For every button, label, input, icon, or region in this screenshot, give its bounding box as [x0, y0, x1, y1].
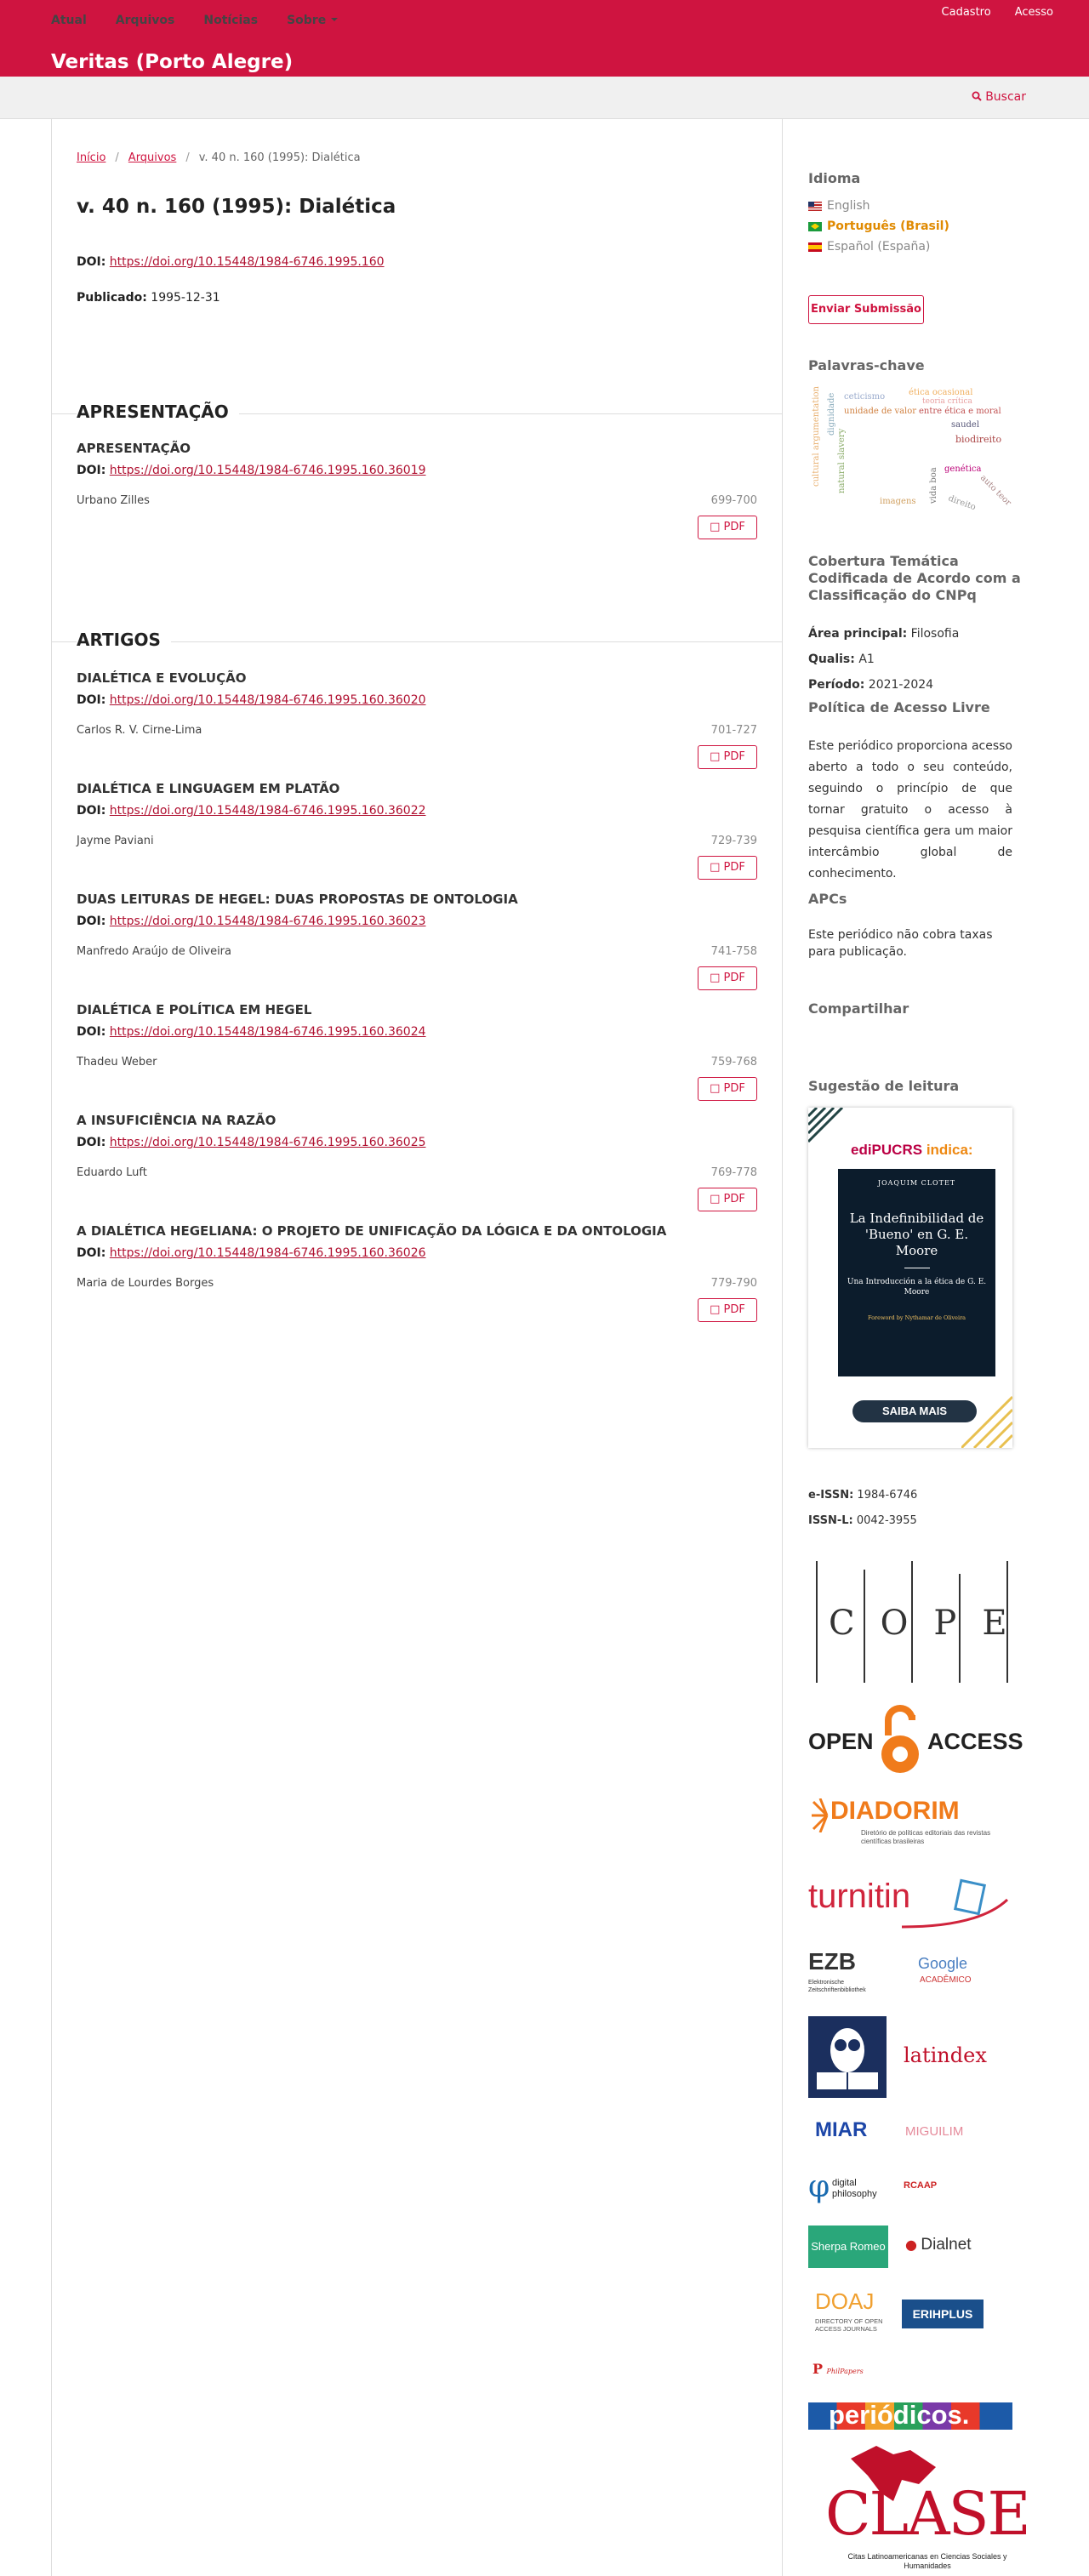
pdf-label: PDF	[723, 1193, 745, 1205]
article-title[interactable]: A DIALÉTICA HEGELIANA: O PROJETO DE UNIFICAÇÃO DA LÓGICA E DA ONTOLOGIA	[77, 1223, 667, 1239]
pdf-button[interactable]	[698, 1188, 757, 1211]
ezb-subtitle: Elektronische Zeitschriftenbibliothek	[808, 1980, 866, 1993]
site-title[interactable]: Veritas (Porto Alegre)	[51, 51, 294, 73]
article-title[interactable]: DIALÉTICA E POLÍTICA EM HEGEL	[77, 1002, 312, 1017]
pdf-button[interactable]	[698, 1077, 757, 1101]
article-pages: 701-727	[710, 724, 757, 737]
svg-text:teoria crítica: teoria crítica	[922, 397, 972, 406]
philpapers-logo[interactable]	[812, 2361, 898, 2381]
nav-news[interactable]: Notícias	[203, 14, 259, 27]
pdf-icon: □	[710, 1303, 721, 1316]
pdf-button[interactable]	[698, 745, 757, 769]
language-label: Español (España)	[827, 240, 931, 254]
keyword[interactable]	[955, 434, 1001, 445]
article-doi-link[interactable]: https://doi.org/10.15448/1984-6746.1995.160.36019	[109, 464, 426, 477]
issnl-value: 0042-3955	[856, 1514, 917, 1527]
article-title[interactable]: DIALÉTICA E EVOLUÇÃO	[77, 670, 247, 686]
pdf-label: PDF	[723, 972, 745, 984]
article-pages: 741-758	[710, 945, 757, 958]
periodicos-text: periódicos.	[829, 2402, 970, 2430]
svg-text:saudel: saudel	[951, 420, 980, 430]
article-author: Thadeu Weber	[77, 1056, 157, 1069]
nav-about-label: Sobre	[287, 14, 327, 27]
book-cover	[838, 1169, 995, 1376]
clase-logo[interactable]	[808, 2442, 1029, 2576]
pdf-icon: □	[710, 1082, 721, 1095]
rcaap-text: RCAAP	[904, 2180, 938, 2191]
padlock-icon	[876, 1701, 924, 1778]
turnitin-swoosh-icon	[808, 1876, 1012, 1935]
user-nav	[942, 6, 1053, 19]
language-label: English	[827, 199, 870, 213]
content-border-left	[51, 119, 52, 2576]
clase-subtitle: Citas Latinoamericanas en Ciencias Sociales y Humanidades	[847, 2552, 1007, 2570]
caret-down-icon	[331, 18, 338, 21]
open-access-right: ACCESS	[927, 1729, 1023, 1754]
cnpq-heading: Cobertura Temática Codificada de Acordo com a Classificação do CNPq	[808, 553, 1021, 603]
keyword-cloud	[808, 385, 1012, 516]
book-foreword: Foreword by Nythamar de Oliveira	[867, 1314, 966, 1321]
keyword[interactable]	[978, 473, 1012, 508]
article-item	[77, 670, 757, 763]
pdf-label: PDF	[723, 1303, 745, 1316]
article-author: Jayme Paviani	[77, 835, 154, 847]
phi-icon: φ	[808, 2169, 830, 2204]
primary-nav	[0, 77, 1089, 119]
library-logo[interactable]	[808, 2016, 887, 2098]
issue-published	[77, 291, 220, 305]
article-doi-link[interactable]: https://doi.org/10.15448/1984-6746.1995.160.36025	[109, 1136, 426, 1149]
section-heading	[51, 402, 782, 427]
article-item	[77, 1113, 757, 1205]
keywords-heading: Palavras-chave	[808, 357, 925, 373]
article-author: Maria de Lourdes Borges	[77, 1277, 214, 1290]
stripe-decoration-icon	[808, 1108, 851, 1150]
miguilim-logo[interactable]	[905, 2124, 990, 2150]
doi-label: DOI:	[77, 1025, 106, 1039]
pdf-icon: □	[710, 1193, 721, 1205]
pdf-icon: □	[710, 521, 721, 533]
digital-philosophy-logo[interactable]	[808, 2169, 893, 2208]
keyword[interactable]	[812, 386, 821, 487]
period-value: 2021-2024	[868, 678, 934, 692]
article-item	[77, 441, 757, 533]
svg-text:vida boa: vida boa	[929, 467, 938, 504]
us-flag-icon	[808, 202, 822, 211]
saiba-mais-button[interactable]: SAIBA MAIS	[852, 1400, 977, 1422]
keyword[interactable]	[844, 407, 916, 416]
keyword[interactable]	[844, 392, 885, 402]
turnitin-logo[interactable]	[808, 1876, 1012, 1935]
article-item	[77, 892, 757, 984]
article-doi-link[interactable]: https://doi.org/10.15448/1984-6746.1995.160.36026	[109, 1246, 426, 1260]
turnitin-text: turnitin	[808, 1878, 911, 1915]
doi-label: DOI:	[77, 1246, 106, 1260]
eissn-label: e-ISSN:	[808, 1489, 854, 1502]
keyword[interactable]	[827, 393, 836, 436]
article-doi-link[interactable]: https://doi.org/10.15448/1984-6746.1995.160.36023	[109, 915, 426, 928]
keyword[interactable]	[919, 407, 1001, 416]
article-doi-link[interactable]: https://doi.org/10.15448/1984-6746.1995.160.36020	[109, 693, 426, 707]
article-pages: 699-700	[710, 494, 757, 507]
diadorim-subtitle: Diretório de políticas editoriais das revistas científicas brasileiras	[861, 1829, 991, 1845]
language-label: Português (Brasil)	[827, 219, 949, 233]
article-author: Eduardo Luft	[77, 1166, 147, 1179]
pdf-icon: □	[710, 861, 721, 874]
keyword[interactable]	[880, 497, 916, 506]
svg-text:imagens: imagens	[880, 497, 916, 506]
reading-heading: Sugestão de leitura	[808, 1078, 960, 1094]
pdf-button[interactable]	[698, 516, 757, 539]
nav-archives[interactable]: Arquivos	[115, 14, 175, 27]
pdf-button[interactable]	[698, 1298, 757, 1322]
period-label: Período:	[808, 678, 865, 692]
digital-philosophy-text: digital philosophy	[832, 2178, 877, 2199]
miar-text: MIAR	[815, 2118, 868, 2141]
philpapers-text: PhilPapers	[826, 2368, 864, 2375]
pdf-button[interactable]	[698, 966, 757, 990]
cope-logo[interactable]	[813, 1561, 1033, 1683]
doi-label: DOI:	[77, 255, 106, 269]
area-label: Área principal:	[808, 627, 908, 641]
latindex-text: latindex	[904, 2043, 987, 2067]
brazil-flag-icon	[808, 222, 822, 231]
miar-logo[interactable]	[815, 2118, 883, 2152]
pdf-label: PDF	[723, 861, 745, 874]
pdf-label: PDF	[723, 1082, 745, 1095]
submit-manuscript-button[interactable]: Enviar Submissão	[808, 295, 924, 324]
pdf-button[interactable]	[698, 856, 757, 880]
article-title[interactable]: DUAS LEITURAS DE HEGEL: DUAS PROPOSTAS DE ONTOLOGIA	[77, 892, 518, 907]
diadorim-logo[interactable]	[808, 1793, 1012, 1858]
rcaap-logo[interactable]	[904, 2178, 989, 2203]
page-title: v. 40 n. 160 (1995): Dialética	[77, 196, 396, 218]
dialnet-text: Dialnet	[921, 2236, 972, 2254]
apcs-heading: APCs	[808, 891, 847, 907]
ezb-logo[interactable]	[808, 1948, 893, 1999]
google-subtitle: ACADÊMICO	[920, 1975, 972, 1985]
pdf-label: PDF	[723, 750, 745, 763]
svg-text:natural slavery: natural slavery	[837, 428, 847, 493]
language-portuguese[interactable]	[808, 219, 949, 233]
clase-text: CLASE	[825, 2479, 1029, 2549]
issue-doi	[77, 255, 385, 269]
article-doi-link[interactable]: https://doi.org/10.15448/1984-6746.1995.160.36024	[109, 1025, 426, 1039]
promo-brand: ediPUCRS	[851, 1142, 923, 1158]
keyword[interactable]	[929, 467, 938, 504]
keyword[interactable]	[909, 388, 972, 397]
article-item	[77, 1223, 757, 1316]
svg-text:genética: genética	[944, 464, 982, 474]
dialnet-logo[interactable]	[905, 2236, 990, 2261]
article-pages: 729-739	[710, 835, 757, 847]
keyword[interactable]	[922, 396, 973, 406]
sunburst-icon	[812, 1798, 829, 1832]
svg-text:ética ocasional: ética ocasional	[909, 388, 973, 397]
periodicos-logo[interactable]	[808, 2402, 1012, 2430]
doi-label: DOI:	[77, 1136, 106, 1149]
pdf-icon: □	[710, 750, 721, 763]
eissn-value: 1984-6746	[857, 1489, 918, 1502]
keyword[interactable]	[951, 420, 979, 430]
issnl-label: ISSN-L:	[808, 1514, 853, 1527]
content-border-right	[782, 119, 783, 2576]
ezb-text: EZB	[808, 1948, 856, 1975]
erih-plus-logo[interactable]: ERIHPLUS	[902, 2300, 984, 2328]
doaj-text: DOAJ	[815, 2288, 875, 2314]
register-link[interactable]: Cadastro	[941, 6, 991, 19]
login-link[interactable]: Acesso	[1014, 6, 1053, 19]
promo-indica: indica:	[926, 1142, 973, 1158]
article-pages: 759-768	[710, 1056, 757, 1069]
breadcrumb-archives[interactable]: Arquivos	[128, 151, 177, 164]
google-text: Google	[918, 1955, 968, 1972]
open-access-heading: Política de Acesso Livre	[808, 699, 990, 715]
article-title[interactable]: APRESENTAÇÃO	[77, 441, 191, 456]
open-access-left: OPEN	[808, 1729, 874, 1754]
reading-suggestion-banner[interactable]	[808, 1108, 1012, 1448]
language-english[interactable]	[808, 199, 870, 213]
book-subtitle: Una Introducción a la ética de G. E. Moore	[847, 1278, 987, 1297]
article-author: Manfredo Araújo de Oliveira	[77, 945, 231, 958]
nav-current[interactable]: Atual	[51, 14, 87, 27]
spain-flag-icon	[808, 242, 822, 252]
article-author: Urbano Zilles	[77, 494, 150, 507]
svg-text:cultural argumentation: cultural argumentation	[812, 386, 821, 487]
area-value: Filosofia	[910, 627, 960, 641]
published-date: 1995-12-31	[151, 291, 220, 305]
nav-about[interactable]	[287, 14, 338, 27]
svg-text:entre ética e moral: entre ética e moral	[919, 407, 1001, 416]
apcs-text: Este periódico não cobra taxas para publicação.	[808, 928, 993, 959]
doi-label: DOI:	[77, 915, 106, 928]
open-access-logo[interactable]	[808, 1701, 1023, 1778]
breadcrumb-home[interactable]: Início	[77, 151, 106, 164]
article-pages: 779-790	[710, 1277, 757, 1290]
article-pages: 769-778	[710, 1166, 757, 1179]
dialnet-icon: ●	[905, 2237, 917, 2253]
published-label: Publicado:	[77, 291, 147, 305]
latindex-logo[interactable]	[904, 2043, 989, 2074]
svg-text:unidade de valor: unidade de valor	[844, 407, 917, 416]
svg-text:biodireito: biodireito	[955, 434, 1002, 445]
search-link[interactable]	[972, 90, 1026, 104]
keyword[interactable]	[947, 493, 977, 512]
keyword[interactable]	[944, 464, 981, 474]
article-item	[77, 1002, 757, 1095]
article-title[interactable]: DIALÉTICA E LINGUAGEM EM PLATÃO	[77, 781, 340, 796]
book-title: La Indefinibilidad de 'Bueno' en G. E. Moore	[849, 1211, 984, 1258]
book-author: JOAQUIM CLOTET	[877, 1179, 956, 1187]
search-icon	[972, 91, 982, 101]
language-spanish[interactable]	[808, 240, 930, 254]
section-title: ARTIGOS	[77, 630, 171, 650]
cope-text: COPE	[829, 1604, 1033, 1643]
svg-text:ceticismo: ceticismo	[844, 392, 886, 402]
pdf-icon: □	[710, 972, 721, 984]
doaj-logo[interactable]	[815, 2288, 892, 2348]
doi-label: DOI:	[77, 464, 106, 477]
section-heading	[51, 630, 782, 655]
stripe-decoration-icon	[961, 1388, 1012, 1448]
section-title: APRESENTAÇÃO	[77, 402, 239, 422]
diadorim-text: DIADORIM	[830, 1797, 960, 1825]
article-item	[77, 781, 757, 874]
miguilim-text: MIGUILIM	[905, 2124, 964, 2139]
qualis-value: A1	[858, 653, 875, 666]
pdf-label: PDF	[723, 521, 745, 533]
article-author: Carlos R. V. Cirne-Lima	[77, 724, 202, 737]
issue-doi-link[interactable]: https://doi.org/10.15448/1984-6746.1995.160	[109, 255, 385, 269]
keyword[interactable]	[837, 428, 847, 493]
article-title[interactable]: A INSUFICIÊNCIA NA RAZÃO	[77, 1113, 277, 1128]
google-scholar-logo[interactable]	[915, 1955, 983, 1993]
breadcrumb-current: v. 40 n. 160 (1995): Dialética	[198, 151, 361, 164]
svg-text:direito: direito	[946, 493, 978, 513]
language-heading: Idioma	[808, 170, 861, 186]
doi-label: DOI:	[77, 804, 106, 818]
breadcrumb: Início / Arquivos / v. 40 n. 160 (1995): Dialética	[77, 151, 361, 164]
philpapers-icon: P	[812, 2361, 824, 2377]
svg-text:auto teor: auto teor	[978, 473, 1012, 508]
doi-label: DOI:	[77, 693, 106, 707]
qualis-label: Qualis:	[808, 653, 855, 666]
sherpa-romeo-logo[interactable]: Sherpa Romeo	[808, 2226, 888, 2268]
article-doi-link[interactable]: https://doi.org/10.15448/1984-6746.1995.160.36022	[109, 804, 426, 818]
share-heading: Compartilhar	[808, 1000, 909, 1017]
doaj-subtitle: DIRECTORY OF OPEN ACCESS JOURNALS	[815, 2317, 883, 2333]
open-access-text: Este periódico proporciona acesso aberto a todo o seu conteúdo, seguindo o princípio de que tornar gratuito o acesso à pesquisa científica gera um maior intercâmbio global de conhecimento.	[808, 739, 1012, 881]
search-label: Buscar	[985, 90, 1026, 104]
svg-text:dignidade: dignidade	[827, 392, 836, 436]
owl-book-icon	[808, 2016, 887, 2098]
